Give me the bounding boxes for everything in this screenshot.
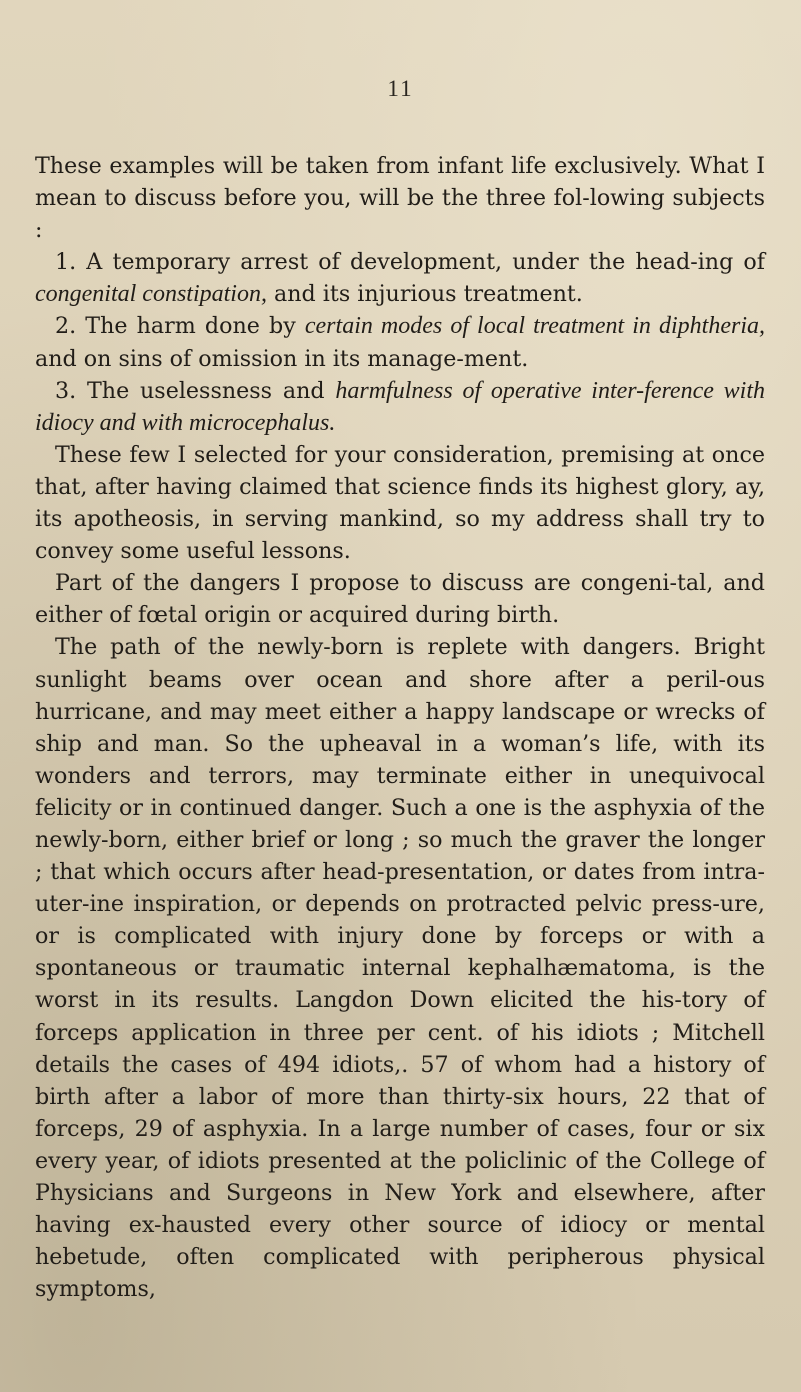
newborn-paragraph: The path of the newly-born is replete with dangers. Bright sunlight beams over ocean and shore after a peril-ous hurricane, and may meet either a happy landscape or wrecks of ship and man. So the upheaval in a woman’s life, with its wonders and terrors, may terminate either in unequivocal felicity or in continued danger. Such a one is the asphyxia of the newly-born, either brief or long ; so much the graver the longer ; that which occurs after head-presentation, or dates from intra-uter-ine inspiration, or depends on protracted pelvic press-ure, or is complicated with injury done by forceps or with a spontaneous or traumatic internal kephalhæmatoma, is the worst in its results. Langdon Down elicited the his-tory of forceps application in three per cent. of his idiots ; Mitchell details the cases of 494 idiots,. 57 of whom had a history of birth after a labor of more than thirty-six hours, 22 that of forceps, 29 of asphyxia. In a large number of cases, four or six every year, of idiots presented at the policlinic of the College of Physicians and Surgeons in New York and elsewhere, after having ex-hausted every other source of idiocy or mental hebetude, often complicated with peripherous physical symptoms,: [35, 634, 765, 1303]
list-item-3: [35, 375, 765, 439]
list-item-1: [35, 246, 765, 310]
list-item-2-tail: and on sins of omission in its manage-ment.: [35, 345, 529, 372]
list-item-3-italic: harmfulness of operative inter-ference with idiocy and with microcephalus.: [35, 377, 765, 436]
list-item-1-text: 1. A temporary arrest of development, under the head-ing of: [55, 249, 765, 276]
intro-paragraph: These examples will be taken from infant life exclusively. What I mean to discuss before you, will be the three fol-lowing subjects :: [35, 153, 765, 244]
list-item-1-italic: congenital constipation,: [35, 281, 267, 308]
body-text: [35, 150, 765, 1305]
consideration-paragraph: These few I selected for your consideration, premising at once that, after having claimed that science finds its highest glory, ay, its apotheosis, in serving mankind, so my address shall try to convey some useful lessons.: [35, 441, 765, 565]
page-number: 11: [387, 76, 414, 101]
list-item-1-tail: and its injurious treatment.: [266, 281, 583, 308]
list-item-3-text: 3. The uselessness and: [55, 377, 336, 404]
dangers-paragraph: Part of the dangers I propose to discuss are congeni-tal, and either of fœtal origin or acquired during birth.: [35, 570, 765, 629]
list-item-2-text: 2. The harm done by: [55, 313, 305, 340]
list-item-2-italic: certain modes of local treatment in diphtheria,: [304, 313, 765, 340]
list-item-2: [35, 310, 765, 374]
